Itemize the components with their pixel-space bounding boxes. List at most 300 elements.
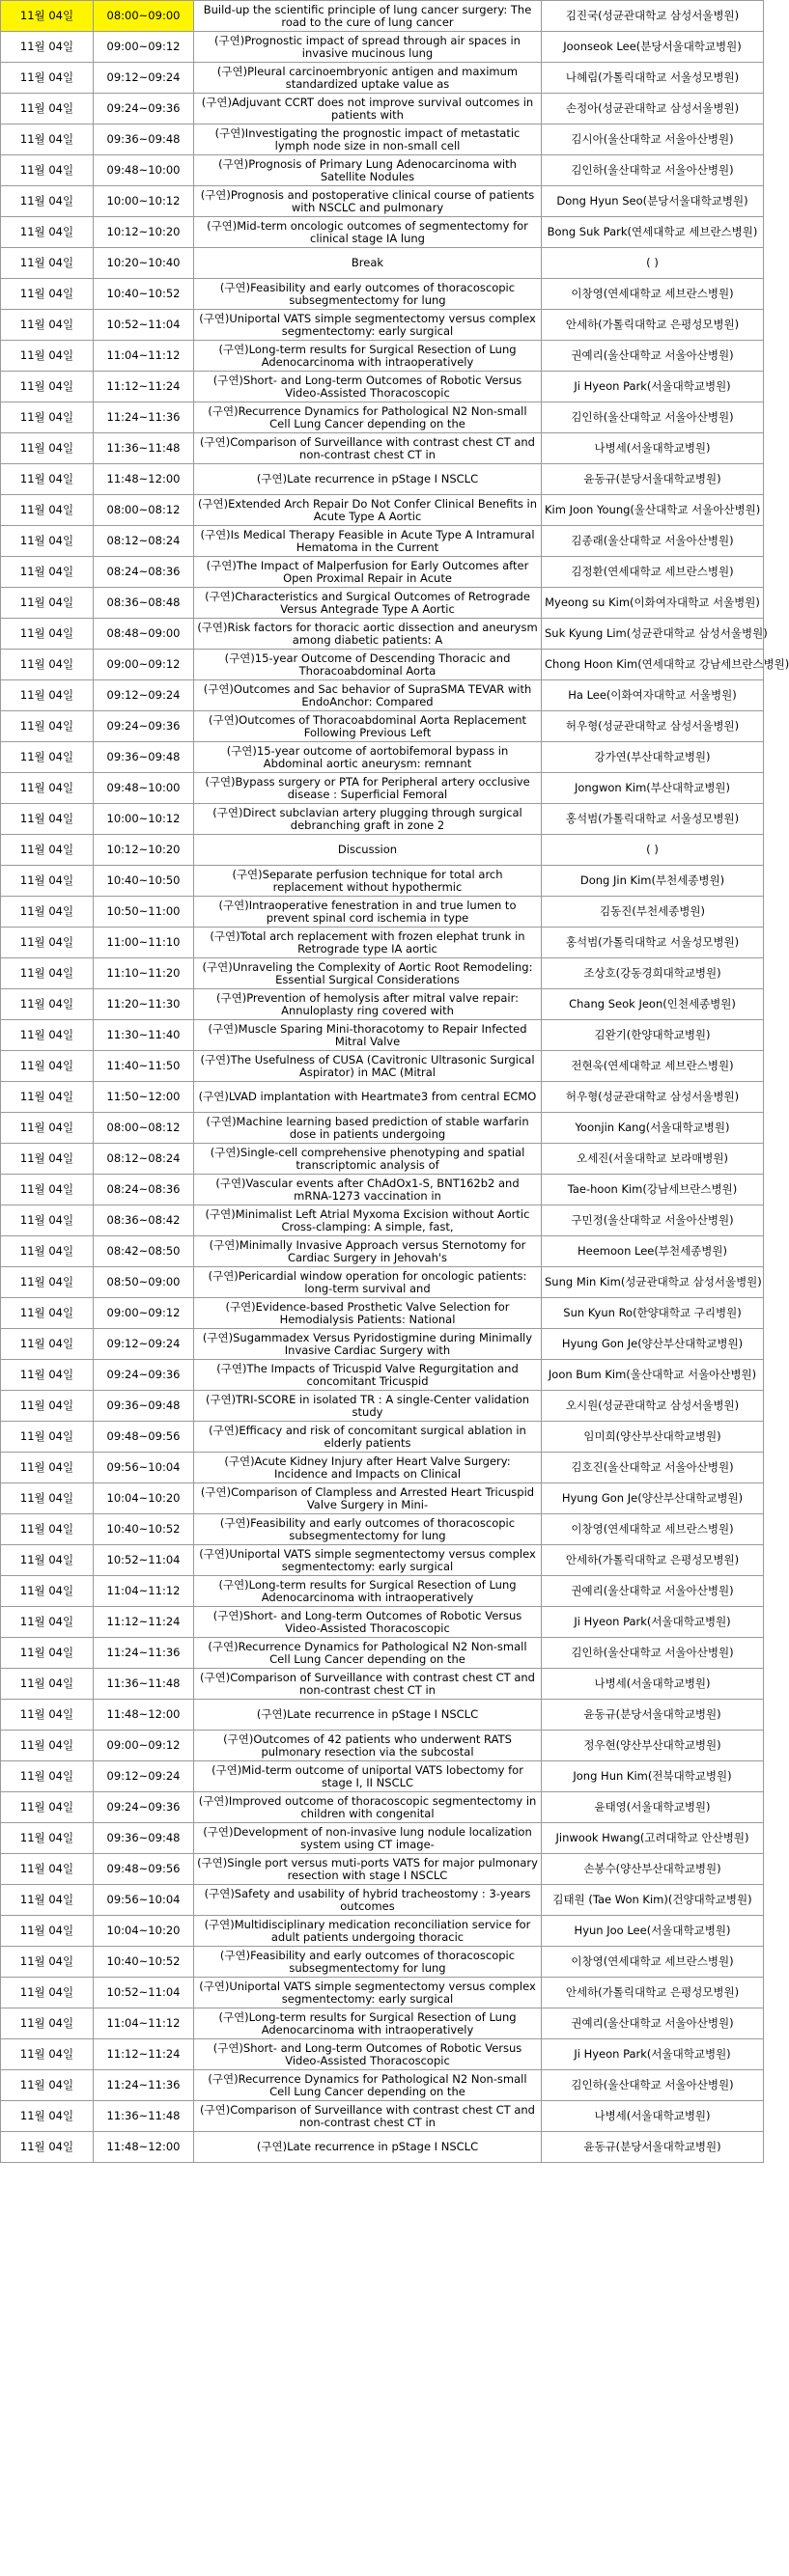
session-time: 11:36~11:48 [94, 1669, 194, 1700]
session-time: 09:48~10:00 [94, 773, 194, 804]
table-row [1, 1731, 764, 1761]
session-date: 11월 04일 [1, 1607, 94, 1638]
session-title [194, 1329, 542, 1360]
session-title-text: (구연)TRI-SCORE in isolated TR : A single-Center validation study [205, 1392, 530, 1419]
session-date: 11월 04일 [1, 2039, 94, 2070]
session-time: 08:12~08:24 [94, 1144, 194, 1175]
session-title-text: (구연)Long-term results for Surgical Resection of Lung Adenocarcinoma with intraoperatively [218, 1577, 517, 1604]
session-date: 11월 04일 [1, 63, 94, 94]
session-time: 11:20~11:30 [94, 989, 194, 1020]
session-speaker: 권예리(울산대학교 서울아산병원) [542, 1576, 764, 1607]
table-row [1, 1391, 764, 1422]
session-title-text: (구연)Improved outcome of thoracoscopic segmentectomy in children with congenital [198, 1793, 537, 1820]
session-title-text: (구연)Recurrence Dynamics for Pathological N2 Non-small Cell Lung Cancer depending on the [208, 403, 527, 430]
session-time: 11:50~12:00 [94, 1082, 194, 1113]
session-date: 11월 04일 [1, 958, 94, 989]
session-title [194, 2070, 542, 2101]
table-row [1, 2132, 764, 2163]
session-time: 08:48~09:00 [94, 619, 194, 650]
session-title [194, 1916, 542, 1947]
session-title [194, 1761, 542, 1792]
session-title [194, 495, 542, 526]
session-title-text: (구연)Intraoperative fenestration in and true lumen to prevent spinal cord ischemia in type [218, 898, 517, 925]
session-speaker: 오시원(성균관대학교 삼성서울병원) [542, 1391, 764, 1422]
session-speaker: 임미희(양산부산대학교병원) [542, 1422, 764, 1453]
session-title-text: (구연)Adjuvant CCRT does not improve survival outcomes in patients with [201, 95, 534, 122]
session-title-text: (구연)Total arch replacement with frozen elephat trunk in Retrograde type IA aortic [210, 928, 525, 956]
session-speaker: Jinwook Hwang(고려대학교 안산병원) [542, 1823, 764, 1854]
session-speaker: Ji Hyeon Park(서울대학교병원) [542, 2039, 764, 2070]
session-title-text: (구연)Safety and usability of hybrid tracheostomy : 3-years outcomes [204, 1886, 531, 1913]
table-row [1, 1329, 764, 1360]
session-speaker: 나병세(서울대학교병원) [542, 1669, 764, 1700]
session-date: 11월 04일 [1, 1113, 94, 1144]
session-date: 11월 04일 [1, 619, 94, 650]
session-date: 11월 04일 [1, 495, 94, 526]
session-date: 11월 04일 [1, 402, 94, 433]
session-title-text: (구연)Minimalist Left Atrial Myxoma Excision without Aortic Cross-clamping: A simple, fast, [205, 1206, 530, 1233]
session-time: 10:00~10:12 [94, 186, 194, 217]
session-time: 10:52~11:04 [94, 1545, 194, 1576]
table-row [1, 680, 764, 711]
session-title [194, 1175, 542, 1205]
session-title-text: (구연)The Impacts of Tricuspid Valve Regurgitation and concomitant Tricuspid [216, 1361, 519, 1388]
session-speaker: Sung Min Kim(성균관대학교 삼성서울병원) [542, 1267, 764, 1298]
session-date: 11월 04일 [1, 1329, 94, 1360]
session-time: 11:24~11:36 [94, 402, 194, 433]
session-speaker: 윤동규(분당서울대학교병원) [542, 464, 764, 495]
session-time: 09:56~10:04 [94, 1453, 194, 1483]
session-date: 11월 04일 [1, 1792, 94, 1823]
table-row [1, 1113, 764, 1144]
session-speaker: 손봉수(양산부산대학교병원) [542, 1854, 764, 1885]
session-time: 11:10~11:20 [94, 958, 194, 989]
table-row [1, 897, 764, 928]
session-date: 11월 04일 [1, 1175, 94, 1205]
session-time: 09:36~09:48 [94, 125, 194, 155]
session-date: 11월 04일 [1, 742, 94, 773]
session-speaker: Joon Bum Kim(울산대학교 서울아산병원) [542, 1360, 764, 1391]
session-date: 11월 04일 [1, 279, 94, 310]
session-title-text: (구연)Sugammadex Versus Pyridostigmine during Minimally Invasive Cardiac Surgery with [202, 1330, 533, 1357]
session-date: 11월 04일 [1, 217, 94, 248]
session-time: 11:48~12:00 [94, 2132, 194, 2163]
session-speaker: 홍석범(가톨릭대학교 서울성모병원) [542, 804, 764, 835]
session-title-text: (구연)Feasibility and early outcomes of thoracoscopic subsegmentectomy for lung [219, 1948, 516, 1975]
session-speaker: 나병세(서울대학교병원) [542, 2101, 764, 2132]
session-date: 11월 04일 [1, 989, 94, 1020]
session-time: 10:50~11:00 [94, 897, 194, 928]
session-date: 11월 04일 [1, 680, 94, 711]
session-title-text: (구연)Short- and Long-term Outcomes of Robotic Versus Video-Assisted Thoracoscopic [212, 373, 522, 400]
session-title-text: (구연)Late recurrence in pStage I NSCLC [256, 472, 479, 485]
session-time: 11:00~11:10 [94, 928, 194, 958]
session-time: 11:24~11:36 [94, 1638, 194, 1669]
session-speaker: Hyung Gon Je(양산부산대학교병원) [542, 1329, 764, 1360]
session-speaker: Jongwon Kim(부산대학교병원) [542, 773, 764, 804]
session-title [194, 897, 542, 928]
session-date: 11월 04일 [1, 557, 94, 588]
session-speaker: Dong Hyun Seo(분당서울대학교병원) [542, 186, 764, 217]
table-row [1, 495, 764, 526]
session-title [194, 1422, 542, 1453]
session-title-text: (구연)Investigating the prognostic impact of metastatic lymph node size in non-small cell [214, 125, 521, 152]
session-speaker: 나병세(서울대학교병원) [542, 433, 764, 464]
table-row [1, 835, 764, 866]
session-date: 11월 04일 [1, 1144, 94, 1175]
session-speaker: Bong Suk Park(연세대학교 세브란스병원) [542, 217, 764, 248]
table-row [1, 1144, 764, 1175]
session-title [194, 742, 542, 773]
session-speaker: 손정아(성균관대학교 삼성서울병원) [542, 94, 764, 125]
session-speaker: 이창영(연세대학교 세브란스병원) [542, 1514, 764, 1545]
session-title-text: (구연)Feasibility and early outcomes of thoracoscopic subsegmentectomy for lung [219, 280, 516, 307]
session-speaker: 김인하(울산대학교 서울아산병원) [542, 402, 764, 433]
table-row [1, 1020, 764, 1051]
session-speaker: 김진국(성균관대학교 삼성서울병원) [542, 1, 764, 32]
table-row [1, 1205, 764, 1236]
session-title [194, 1360, 542, 1391]
session-speaker: 김완기(한양대학교병원) [542, 1020, 764, 1051]
session-time: 11:24~11:36 [94, 2070, 194, 2101]
session-speaker: 정우현(양산부산대학교병원) [542, 1731, 764, 1761]
session-time: 09:48~09:56 [94, 1854, 194, 1885]
session-time: 09:12~09:24 [94, 680, 194, 711]
session-title-text: (구연)Prevention of hemolysis after mitral valve repair: Annuloplasty ring covered with [216, 990, 519, 1017]
session-title [194, 1236, 542, 1267]
session-time: 11:12~11:24 [94, 1607, 194, 1638]
session-time: 10:40~10:52 [94, 1947, 194, 1978]
session-speaker: 이창영(연세대학교 세브란스병원) [542, 1947, 764, 1978]
table-row [1, 2101, 764, 2132]
session-speaker: 안세하(가톨릭대학교 은평성모병원) [542, 1978, 764, 2008]
table-row [1, 1700, 764, 1731]
session-date: 11월 04일 [1, 650, 94, 680]
session-title [194, 804, 542, 835]
session-speaker: Hyun Joo Lee(서울대학교병원) [542, 1916, 764, 1947]
session-speaker: 김태원 (Tae Won Kim)(건양대학교병원) [542, 1885, 764, 1916]
session-speaker: Ji Hyeon Park(서울대학교병원) [542, 372, 764, 402]
session-time: 10:40~10:52 [94, 1514, 194, 1545]
table-row [1, 1947, 764, 1978]
session-speaker: 안세하(가톨릭대학교 은평성모병원) [542, 1545, 764, 1576]
session-title-text: (구연)Short- and Long-term Outcomes of Robotic Versus Video-Assisted Thoracoscopic [212, 1608, 522, 1635]
table-row [1, 2008, 764, 2039]
session-title [194, 1638, 542, 1669]
table-row [1, 1576, 764, 1607]
session-title [194, 1545, 542, 1576]
session-title [194, 1700, 542, 1731]
session-title [194, 402, 542, 433]
session-title [194, 1391, 542, 1422]
session-title-text: (구연)Development of non-invasive lung nodule localization system using CT image- [203, 1824, 532, 1851]
session-title [194, 464, 542, 495]
table-row [1, 1175, 764, 1205]
session-date: 11월 04일 [1, 2101, 94, 2132]
session-title [194, 866, 542, 897]
session-title-text: (구연)Bypass surgery or PTA for Peripheral artery occlusive disease : Superficial Femoral [205, 774, 530, 801]
session-speaker: Ji Hyeon Park(서울대학교병원) [542, 1607, 764, 1638]
table-row [1, 1607, 764, 1638]
session-speaker: 김동진(부천세종병원) [542, 897, 764, 928]
session-title-text: (구연)Uniportal VATS simple segmentectomy versus complex segmentectomy: early surgical [199, 311, 536, 338]
table-row [1, 2070, 764, 2101]
table-row [1, 1267, 764, 1298]
session-time: 09:36~09:48 [94, 1823, 194, 1854]
session-speaker: 홍석범(가톨릭대학교 서울성모병원) [542, 928, 764, 958]
session-speaker: 오세진(서울대학교 보라매병원) [542, 1144, 764, 1175]
session-time: 11:36~11:48 [94, 433, 194, 464]
session-speaker: 조상호(강동경희대학교병원) [542, 958, 764, 989]
session-time: 11:04~11:12 [94, 2008, 194, 2039]
session-title-text: (구연)Pleural carcinoembryonic antigen and maximum standardized uptake value as [216, 64, 519, 91]
table-row [1, 155, 764, 186]
session-title [194, 1669, 542, 1700]
session-speaker: 김인하(울산대학교 서울아산병원) [542, 1638, 764, 1669]
session-title-text: (구연)Evidence-based Prosthetic Valve Selection for Hemodialysis Patients: National [225, 1299, 510, 1326]
session-time: 09:00~09:12 [94, 1298, 194, 1329]
table-row [1, 1669, 764, 1700]
session-speaker: 이창영(연세대학교 세브란스병원) [542, 279, 764, 310]
session-title [194, 711, 542, 742]
session-date: 11월 04일 [1, 1082, 94, 1113]
session-date: 11월 04일 [1, 1453, 94, 1483]
session-title-text: (구연)Single port versus muti-ports VATS for major pulmonary resection with stage I NSCLC [197, 1855, 538, 1882]
session-speaker: Chang Seok Jeon(인천세종병원) [542, 989, 764, 1020]
table-row [1, 650, 764, 680]
session-title-text: (구연)Acute Kidney Injury after Heart Valve Surgery: Incidence and Impacts on Clinical [224, 1454, 511, 1481]
table-row [1, 2039, 764, 2070]
session-title-text: (구연)Separate perfusion technique for total arch replacement without hypothermic [232, 867, 503, 894]
session-title [194, 958, 542, 989]
session-title-text: (구연)Short- and Long-term Outcomes of Robotic Versus Video-Assisted Thoracoscopic [212, 2040, 522, 2067]
session-title [194, 1607, 542, 1638]
session-speaker: Ha Lee(이화여자대학교 서울병원) [542, 680, 764, 711]
schedule-body [1, 1, 789, 2163]
session-date: 11월 04일 [1, 588, 94, 619]
table-row [1, 341, 764, 372]
table-row [1, 248, 764, 279]
session-date: 11월 04일 [1, 1205, 94, 1236]
session-time: 08:50~09:00 [94, 1267, 194, 1298]
session-date: 11월 04일 [1, 32, 94, 63]
session-title-text: (구연)Efficacy and risk of concomitant surgical ablation in elderly patients [209, 1423, 526, 1450]
session-speaker: Sun Kyun Ro(한양대학교 구리병원) [542, 1298, 764, 1329]
table-row [1, 742, 764, 773]
session-title-text: (구연)Mid-term outcome of uniportal VATS lobectomy for stage I, II NSCLC [211, 1762, 523, 1789]
session-date: 11월 04일 [1, 1638, 94, 1669]
session-date: 11월 04일 [1, 186, 94, 217]
session-date: 11월 04일 [1, 464, 94, 495]
session-title [194, 1792, 542, 1823]
session-date: 11월 04일 [1, 372, 94, 402]
table-row [1, 1514, 764, 1545]
session-time: 11:36~11:48 [94, 2101, 194, 2132]
session-title-text: (구연)Single-cell comprehensive phenotyping and spatial transcriptomic analysis of [210, 1145, 525, 1172]
session-title [194, 372, 542, 402]
session-date: 11월 04일 [1, 1885, 94, 1916]
session-title-text: (구연)Comparison of Surveillance with contrast chest CT and non-contrast chest CT in [200, 434, 535, 461]
session-time: 09:24~09:36 [94, 711, 194, 742]
session-date: 11월 04일 [1, 835, 94, 866]
session-title [194, 1885, 542, 1916]
table-row [1, 1051, 764, 1082]
session-time: 09:00~09:12 [94, 1731, 194, 1761]
session-date: 11월 04일 [1, 1391, 94, 1422]
session-title [194, 773, 542, 804]
session-date: 11월 04일 [1, 125, 94, 155]
table-row [1, 1360, 764, 1391]
session-title [194, 279, 542, 310]
session-date: 11월 04일 [1, 1576, 94, 1607]
table-row [1, 1854, 764, 1885]
table-row [1, 928, 764, 958]
session-title [194, 1854, 542, 1885]
session-speaker: 나혜림(가톨릭대학교 서울성모병원) [542, 63, 764, 94]
session-title [194, 1823, 542, 1854]
table-row [1, 1422, 764, 1453]
session-speaker: 허우형(성균관대학교 삼성서울병원) [542, 1082, 764, 1113]
session-title [194, 1, 542, 32]
session-speaker: 김정환(연세대학교 세브란스병원) [542, 557, 764, 588]
session-title-text: (구연)Prognosis of Primary Lung Adenocarcinoma with Satellite Nodules [218, 156, 517, 183]
session-title [194, 2101, 542, 2132]
session-title [194, 248, 542, 279]
session-date: 11월 04일 [1, 2132, 94, 2163]
table-row [1, 1236, 764, 1267]
session-title-text: Break [351, 256, 384, 269]
session-title [194, 588, 542, 619]
session-title-text: (구연)Prognosis and postoperative clinical course of patients with NSCLC and pulmonary [200, 187, 535, 214]
session-title [194, 1113, 542, 1144]
session-date: 11월 04일 [1, 1514, 94, 1545]
session-time: 08:12~08:24 [94, 526, 194, 557]
session-date: 11월 04일 [1, 1360, 94, 1391]
session-title-text: (구연)Vascular events after ChAdOx1-S, BNT162b2 and mRNA-1273 vaccination in [215, 1176, 520, 1203]
session-date: 11월 04일 [1, 1051, 94, 1082]
session-title [194, 1576, 542, 1607]
session-title [194, 186, 542, 217]
table-row [1, 433, 764, 464]
session-title [194, 1978, 542, 2008]
session-date: 11월 04일 [1, 804, 94, 835]
session-title-text: (구연)LVAD implantation with Heartmate3 from central ECMO [198, 1090, 537, 1103]
table-row [1, 1978, 764, 2008]
session-speaker: Suk Kyung Lim(성균관대학교 삼성서울병원) [542, 619, 764, 650]
session-speaker: Dong Jin Kim(부천세종병원) [542, 866, 764, 897]
session-time: 08:24~08:36 [94, 1175, 194, 1205]
session-title [194, 1205, 542, 1236]
session-title-text: (구연)Long-term results for Surgical Resection of Lung Adenocarcinoma with intraoperatively [218, 2009, 517, 2036]
table-row [1, 464, 764, 495]
table-row [1, 1638, 764, 1669]
session-speaker: 전현욱(연세대학교 세브란스병원) [542, 1051, 764, 1082]
session-title [194, 63, 542, 94]
session-title [194, 310, 542, 341]
session-speaker: 김인하(울산대학교 서울아산병원) [542, 155, 764, 186]
table-row [1, 186, 764, 217]
session-date: 11월 04일 [1, 2070, 94, 2101]
table-row [1, 804, 764, 835]
table-row [1, 1792, 764, 1823]
session-date: 11월 04일 [1, 1916, 94, 1947]
session-time: 10:04~10:20 [94, 1483, 194, 1514]
session-time: 09:48~10:00 [94, 155, 194, 186]
session-title [194, 433, 542, 464]
table-row [1, 1761, 764, 1792]
table-row [1, 1545, 764, 1576]
table-row [1, 217, 764, 248]
session-time: 09:36~09:48 [94, 742, 194, 773]
session-time: 10:40~10:52 [94, 279, 194, 310]
session-date: 11월 04일 [1, 1700, 94, 1731]
table-row [1, 279, 764, 310]
session-time: 11:30~11:40 [94, 1020, 194, 1051]
table-row [1, 1082, 764, 1113]
session-speaker: 김종래(울산대학교 서울아산병원) [542, 526, 764, 557]
session-date: 11월 04일 [1, 711, 94, 742]
session-time: 09:24~09:36 [94, 94, 194, 125]
session-speaker: 강가연(부산대학교병원) [542, 742, 764, 773]
session-title-text: (구연)The Impact of Malperfusion for Early Outcomes after Open Proximal Repair in Acute [206, 558, 529, 585]
session-date: 11월 04일 [1, 526, 94, 557]
table-row [1, 989, 764, 1020]
session-title [194, 1483, 542, 1514]
table-row [1, 866, 764, 897]
session-title-text: (구연)Late recurrence in pStage I NSCLC [256, 1707, 479, 1721]
session-time: 10:40~10:50 [94, 866, 194, 897]
session-title [194, 989, 542, 1020]
session-title [194, 1947, 542, 1978]
session-time: 09:48~09:56 [94, 1422, 194, 1453]
table-row [1, 1823, 764, 1854]
session-speaker: 김호진(울산대학교 서울아산병원) [542, 1453, 764, 1483]
session-speaker: ( ) [542, 248, 764, 279]
session-title [194, 680, 542, 711]
session-date: 11월 04일 [1, 310, 94, 341]
session-date: 11월 04일 [1, 155, 94, 186]
session-date: 11월 04일 [1, 1483, 94, 1514]
session-speaker: 권예리(울산대학교 서울아산병원) [542, 2008, 764, 2039]
session-time: 08:00~09:00 [94, 1, 194, 32]
session-title [194, 2008, 542, 2039]
session-speaker: ( ) [542, 835, 764, 866]
session-time: 09:56~10:04 [94, 1885, 194, 1916]
session-date: 11월 04일 [1, 1761, 94, 1792]
session-title [194, 835, 542, 866]
session-date: 11월 04일 [1, 433, 94, 464]
session-time: 09:12~09:24 [94, 1761, 194, 1792]
session-title-text: (구연)Risk factors for thoracic aortic dissection and aneurysm among diabetic patients: A [197, 620, 538, 647]
session-title [194, 1267, 542, 1298]
session-date: 11월 04일 [1, 1422, 94, 1453]
session-title [194, 155, 542, 186]
session-time: 11:12~11:24 [94, 372, 194, 402]
session-time: 10:12~10:20 [94, 835, 194, 866]
session-title [194, 341, 542, 372]
session-date: 11월 04일 [1, 94, 94, 125]
session-time: 11:48~12:00 [94, 1700, 194, 1731]
table-row [1, 557, 764, 588]
session-title [194, 619, 542, 650]
session-time: 11:12~11:24 [94, 2039, 194, 2070]
session-title-text: (구연)Late recurrence in pStage I NSCLC [256, 2140, 479, 2153]
session-date: 11월 04일 [1, 1020, 94, 1051]
session-title-text: (구연)Comparison of Surveillance with contrast chest CT and non-contrast chest CT in [200, 2102, 535, 2129]
session-title-text: Discussion [337, 843, 398, 856]
session-time: 08:36~08:42 [94, 1205, 194, 1236]
session-title [194, 125, 542, 155]
